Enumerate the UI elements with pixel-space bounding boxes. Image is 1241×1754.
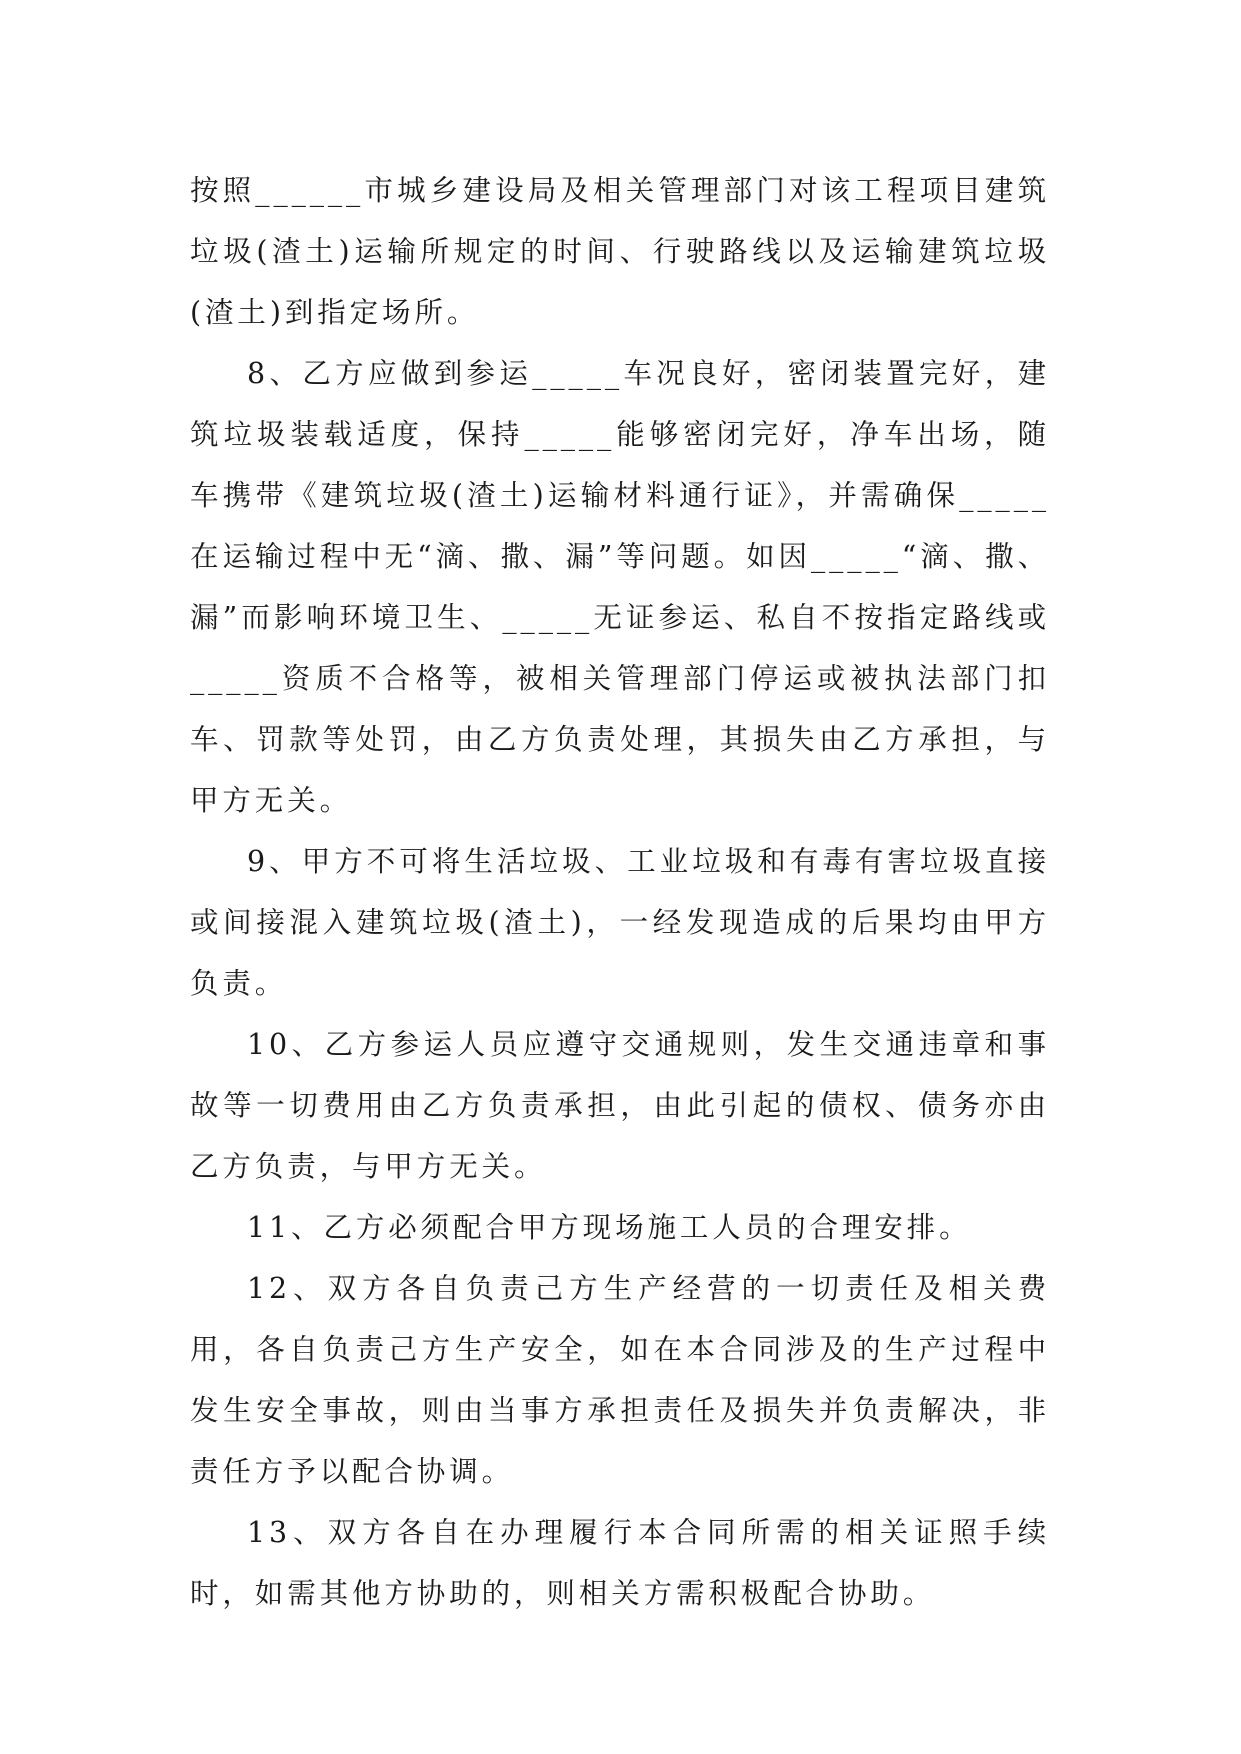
paragraph-clause-8: 8、乙方应做到参运_____车况良好，密闭装置完好，建筑垃圾装载适度，保持_____能够密闭完好，净车出场，随车携带《建筑垃圾(渣土)运输材料通行证》，并需确保_____在运输过程中无“滴、撒、漏”等问题。如因_____“滴、撒、漏”而影响环境卫生、_____无证参运、私自不按指定路线或_____资质不合格等，被相关管理部门停运或被执法部门扣车、罚款等处罚，由乙方负责处理，其损失由乙方承担，与甲方无关。 bbox=[190, 357, 1050, 817]
paragraph-clause-12: 12、双方各自负责己方生产经营的一切责任及相关费用，各自负责己方生产安全，如在本合同涉及的生产过程中发生安全事故，则由当事方承担责任及损失并负责解决，非责任方予以配合协调。 bbox=[190, 1272, 1050, 1488]
paragraph-clause-10: 10、乙方参运人员应遵守交通规则，发生交通违章和事故等一切费用由乙方负责承担，由此引起的债权、债务亦由乙方负责，与甲方无关。 bbox=[190, 1028, 1050, 1183]
document-body bbox=[190, 160, 1050, 1624]
paragraph-clause-11: 11、乙方必须配合甲方现场施工人员的合理安排。 bbox=[247, 1211, 972, 1244]
paragraph-clause-9: 9、甲方不可将生活垃圾、工业垃圾和有毒有害垃圾直接或间接混入建筑垃圾(渣土)，一经发现造成的后果均由甲方负责。 bbox=[190, 845, 1050, 1000]
paragraph-clause-13: 13、双方各自在办理履行本合同所需的相关证照手续时，如需其他方协助的，则相关方需积极配合协助。 bbox=[190, 1516, 1050, 1610]
paragraph-route-clause: 按照______市城乡建设局及相关管理部门对该工程项目建筑垃圾(渣土)运输所规定的时间、行驶路线以及运输建筑垃圾(渣土)到指定场所。 bbox=[190, 174, 1050, 329]
